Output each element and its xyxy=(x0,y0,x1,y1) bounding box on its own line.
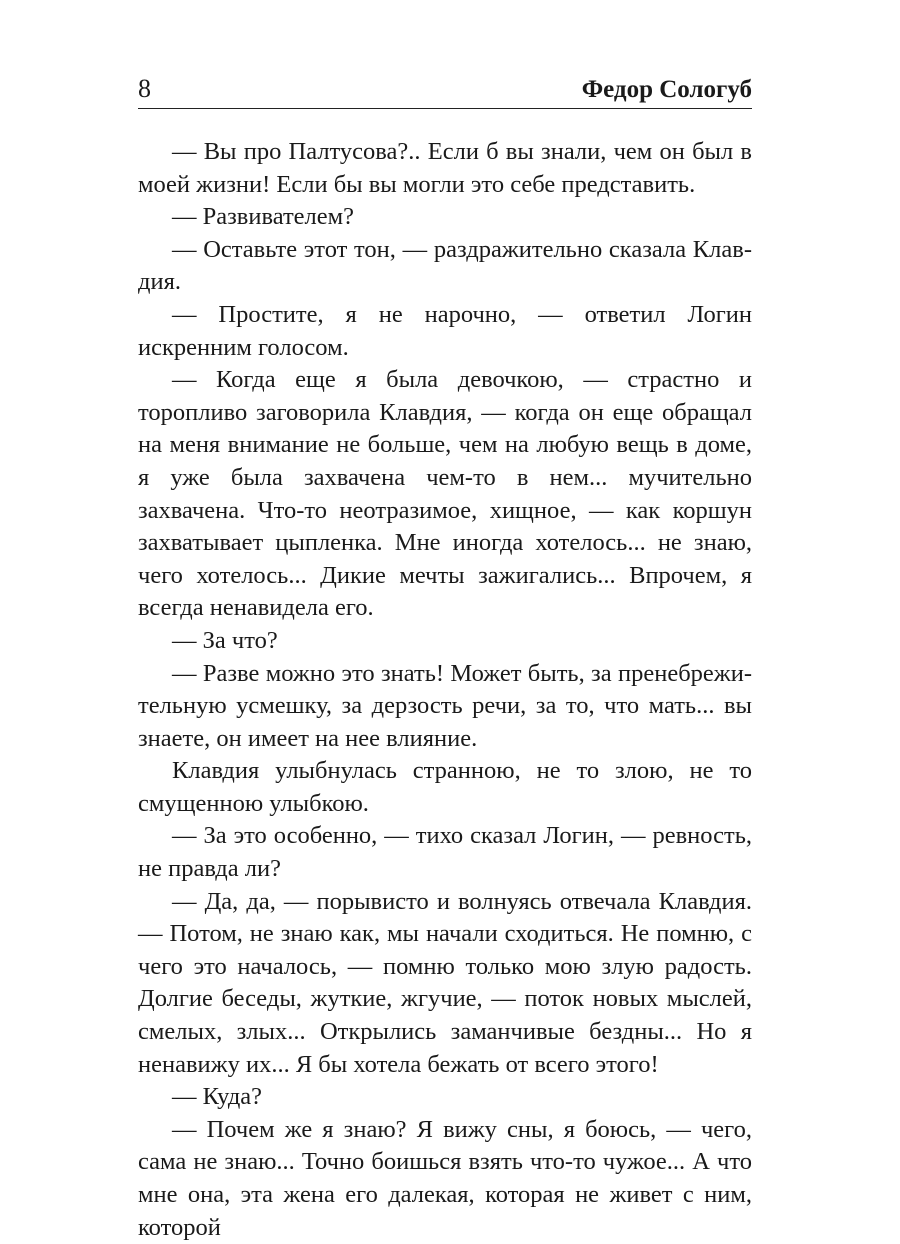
paragraph: — За это особенно, — тихо сказал Логин, — ревность, не правда ли? xyxy=(138,822,752,883)
paragraph: — Простите, я не нарочно, — ответил Логин искренним голосом. xyxy=(138,300,752,361)
book-page xyxy=(138,70,752,1244)
paragraph: — Куда? xyxy=(172,1083,263,1111)
paragraph: — За что? xyxy=(172,626,278,654)
paragraph: — Да, да, — порывисто и волнуясь отвечала Клавдия. — Потом, не знаю как, мы начали сходиться. Не помню, с чего это началось, — помню только мою злую радость. Долгие беседы, жуткие, жгучие, — поток новых мыслей, смелых, злых... Открылись заманчивые бездны... Но я ненавижу их... Я бы хотела бежать от всего этого! xyxy=(138,887,752,1078)
paragraph: — Разве можно это знать! Может быть, за пренебрежительную усмешку, за дерзость речи, за то, что мать... вы знаете, он имеет на нее влияние. xyxy=(138,659,752,752)
paragraph: — Почем же я знаю? Я вижу сны, я боюсь, — чего, сама не знаю... Точно боишься взять что-то чужое... А что мне она, эта жена его далекая, которая не живет с ним, которой xyxy=(138,1115,752,1241)
paragraph: — Оставьте этот тон, — раздражительно сказала Клавдия. xyxy=(138,235,752,296)
page-body xyxy=(138,136,752,1244)
page-header xyxy=(138,70,752,109)
running-head-author: Федор Сологуб xyxy=(581,76,752,103)
paragraph: — Вы про Палтусова?.. Если б вы знали, чем он был в моей жизни! Если бы вы могли это себе представить. xyxy=(138,138,752,198)
paragraph: — Развивателем? xyxy=(172,203,355,231)
paragraph: — Когда еще я была девочкою, — страстно и торопливо заговорила Клавдия, — когда он еще обращал на меня внимание не больше, чем на любую вещь в доме, я уже была захвачена чем-то в нем... мучительно захвачена. Что-то неотразимое, хищное, — как коршун захватывает цыпленка. Мне иногда хотелось... не знаю, чего хотелось... Дикие мечты зажигались... Впрочем, я всегда ненавидела его. xyxy=(138,366,752,622)
paragraph: Клавдия улыбнулась странною, не то злою, не то смущенною улыбкою. xyxy=(138,757,752,817)
page-number: 8 xyxy=(138,74,151,103)
